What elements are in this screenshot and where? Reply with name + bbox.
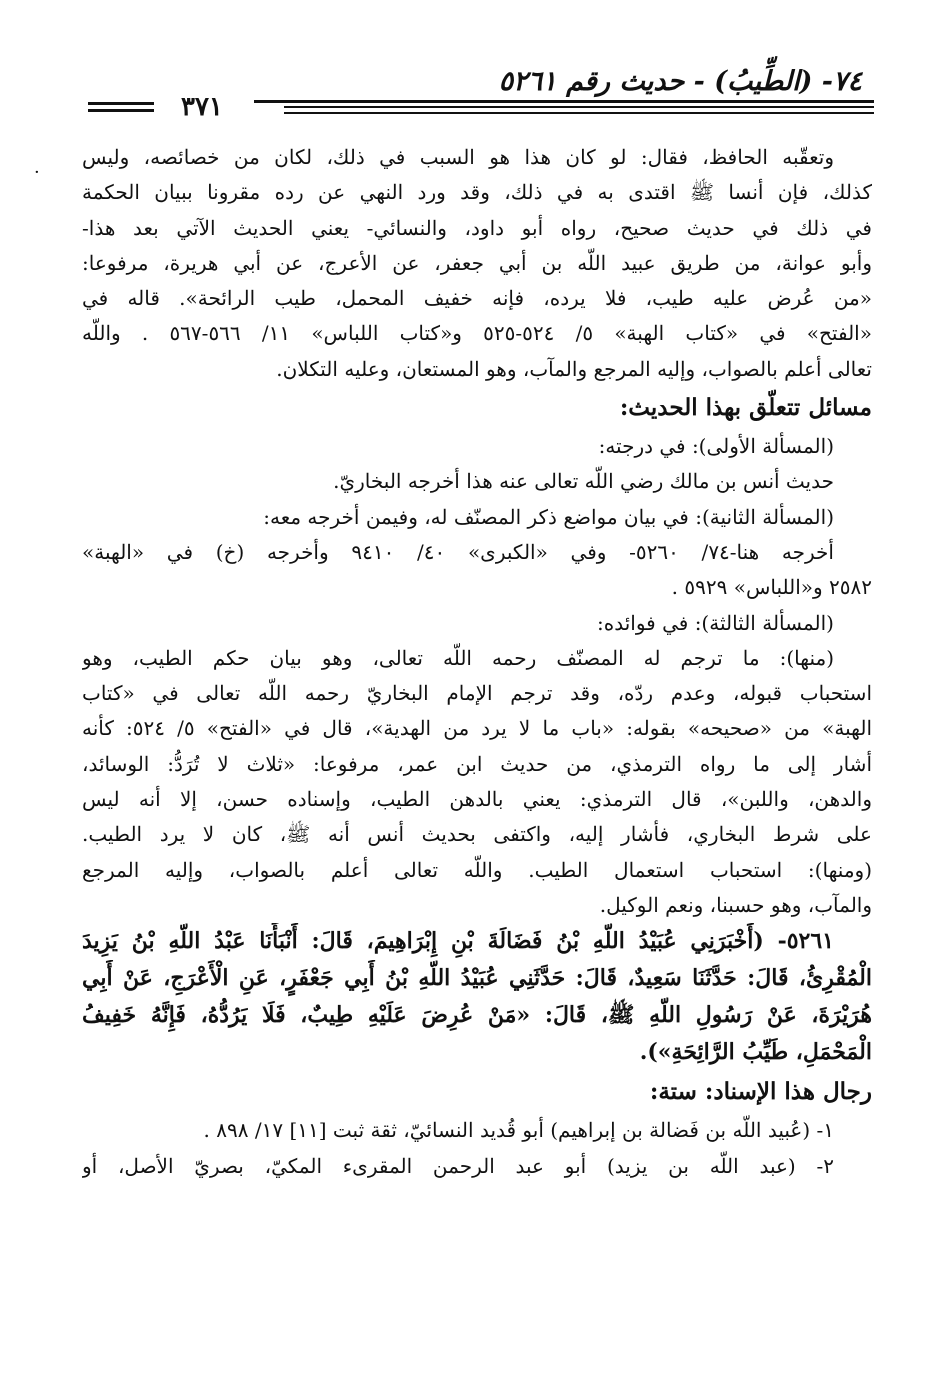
header-rule-line: [284, 106, 874, 108]
section-heading: مسائل تتعلّق بهذا الحديث:: [619, 394, 872, 422]
hadith-text-line: الْمَحْمَلِ، طَيِّبُ الرَّائِحَةِ»).: [639, 1039, 872, 1066]
text-line: (المسألة الثالثة): في فوائده:: [597, 610, 834, 635]
text-line: (منها): ما ترجم له المصنّف رحمه اللّه تعالى، وهو بيان حكم الطيب، وهو: [82, 645, 834, 670]
text-line: في ذلك في حديث صحيح، رواه أبو داود، والنسائي- يعني الحديث الآتي بعد هذا-: [82, 215, 872, 240]
text-line: «الفتح» في «كتاب الهبة» ٥/ ٥٢٤-٥٢٥ و«كتاب اللباس» ١١/ ٥٦٦-٥٦٧ . واللّه: [82, 321, 872, 346]
text-line: ١- (عُبيد اللّه بن فَضالة بن إبراهيم) أبو قُديد النسائيّ، ثقة ثبت [١١] ١٧/ ٨٩٨ .: [203, 1118, 834, 1143]
text-line: وتعقّبه الحافظ، فقال: لو كان هذا هو السبب في ذلك، لكان من خصائصه، وليس: [82, 145, 834, 169]
ornament-rule-line: [88, 102, 154, 105]
left-ornament-rules: [88, 102, 154, 116]
ornament-rule-line: [88, 109, 154, 112]
text-line: ٢٥٨٢ و«اللباس» ٥٩٢٩ .: [671, 575, 872, 600]
page-number: ٣٧١: [173, 92, 231, 122]
header-rule: [254, 100, 874, 103]
text-line: (المسألة الثانية): في بيان مواضع ذكر المصنّف له، وفيمن أخرجه معه:: [263, 504, 834, 529]
running-title: ٧٤- (الطِّيبُ) - حديث رقم ٥٢٦١: [498, 66, 862, 97]
header-rule-line: [284, 112, 874, 114]
hadith-text-line: هُرَيْرَةَ، عَنْ رَسُولِ اللّهِ ﷺ، قَالَ: «مَنْ عُرِضَ عَلَيْهِ طِيبٌ، فَلَا يَرُدُّهُ، فَإِنَّهُ خَفِيفُ: [82, 1002, 872, 1029]
text-line: (ومنها): استحباب استعمال الطيب. واللّه تعالى أعلم بالصواب، وإليه المرجع: [82, 857, 872, 882]
text-line: حديث أنس بن مالك رضي اللّه تعالى عنه هذا أخرجه البخاريّ.: [333, 469, 834, 494]
text-line: أخرجه هنا-٧٤/ ٥٢٦٠- وفي «الكبرى» ٤٠/ ٩٤١٠ وأخرجه (خ) في «الهبة»: [82, 539, 834, 564]
header-double-rule: [284, 106, 874, 118]
hadith-text-line: الْمُقْرِئُ، قَالَ: حَدَّثَنَا سَعِيدٌ، قَالَ: حَدَّثَنِي عُبَيْدُ اللّهِ بْنُ أَبِي جَعْفَرٍ، عَنِ الْأَعْرَجِ، عَنْ أَبِي: [82, 965, 872, 992]
text-line: استحباب قبوله، وعدم ردّه، وقد ترجم الإمام البخاريّ رحمه اللّه تعالى في «كتاب: [82, 681, 872, 706]
text-line: «من عُرض عليه طيب، فلا يرده، فإنه خفيف المحمل، طيب الرائحة». قاله في: [82, 286, 872, 311]
page-body: [82, 140, 872, 1184]
text-line: الهبة» من «صحيحه» بقوله: «باب ما لا يرد من الهدية»، قال في «الفتح» ٥/ ٥٢٤: كأنه: [82, 716, 872, 741]
text-line: كذلك، فإن أنسا ﷺ اقتدى به في ذلك، وقد ورد النهي عن رده مقرونا ببيان الحكمة: [82, 180, 872, 205]
text-line: والمآب، وهو حسبنا، ونعم الوكيل.: [599, 892, 872, 917]
section-heading: رجال هذا الإسناد: ستة:: [649, 1078, 872, 1106]
hadith-text-line: ٥٢٦١- (أَخْبَرَنِي عُبَيْدُ اللّهِ بْنُ فَضَالَةَ بْنِ إِبْرَاهِيمَ، قَالَ: أَنْبَأَنَا عَبْدُ اللّهِ بْنُ يَزِيدَ: [82, 928, 834, 955]
text-line: أشار إلى ما رواه الترمذي، من حديث ابن عمر، مرفوعا: «ثلاث لا تُرَدُّ: الوسائد،: [82, 751, 872, 776]
text-line: (المسألة الأولى): في درجته:: [598, 434, 834, 459]
margin-mark: ·: [34, 162, 40, 183]
text-line: ٢- (عبد اللّه بن يزيد) أبو عبد الرحمن المقرىء المكيّ، بصريّ الأصل، أو: [82, 1153, 834, 1178]
text-line: والدهن، واللبن»، قال الترمذي: يعني بالدهن الطيب، وإسناده حسن، إلا أنه ليس: [82, 787, 872, 812]
text-line: على شرط البخاري، فأشار إليه، واكتفى بحديث أنس أنه ﷺ، كان لا يرد الطيب.: [82, 822, 872, 847]
text-line: وأبو عوانة، من طريق عبيد اللّه بن أبي جعفر، عن الأعرج، عن أبي هريرة، مرفوعا:: [82, 250, 872, 275]
page-header: [78, 66, 874, 126]
text-line: تعالى أعلم بالصواب، وإليه المرجع والمآب، وهو المستعان، وعليه التكلان.: [276, 356, 872, 381]
